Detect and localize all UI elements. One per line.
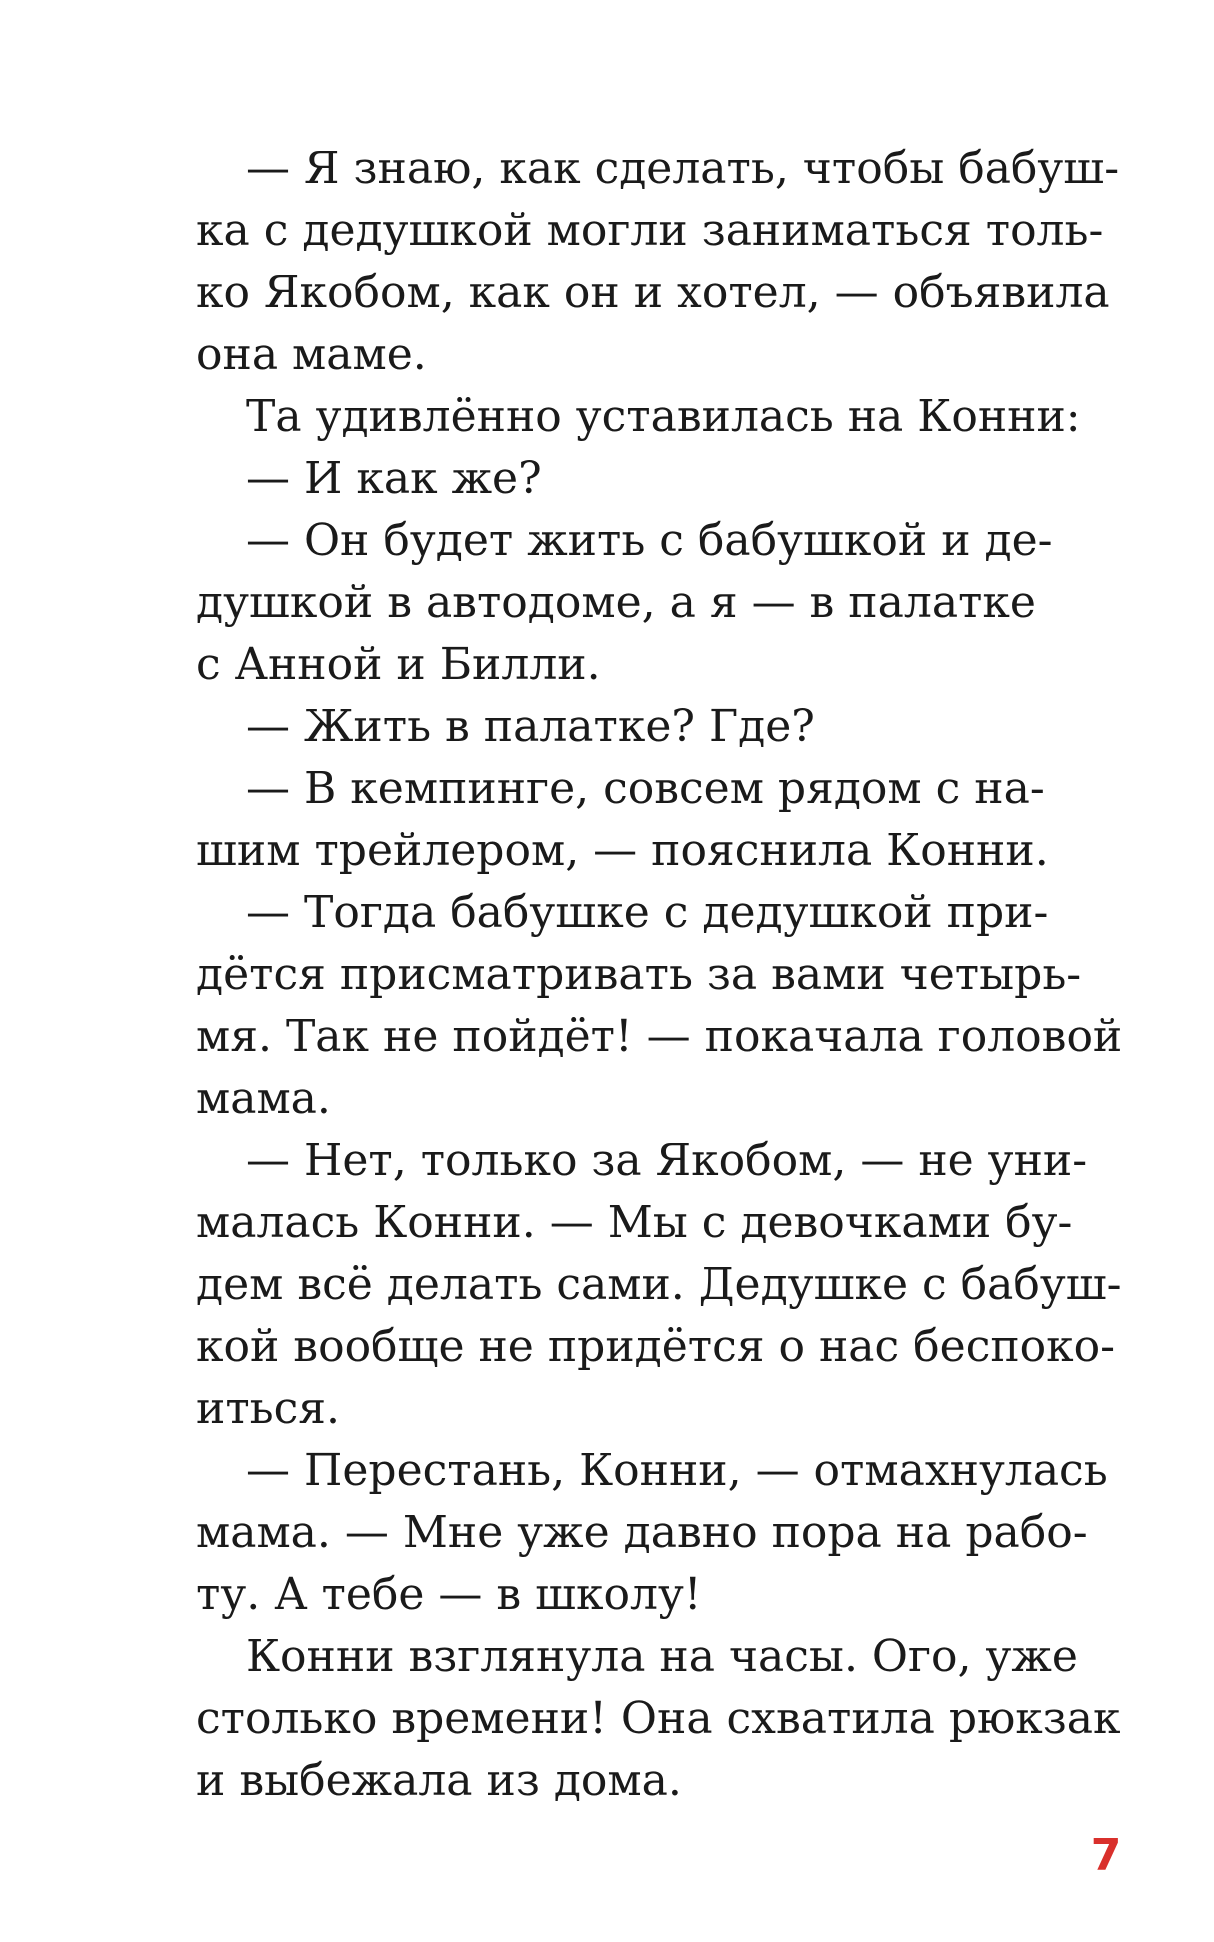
text-line: она маме. — [196, 329, 427, 380]
text-line: и выбежала из дома. — [196, 1755, 682, 1806]
text-line: дётся присматривать за вами четырь- — [196, 949, 1082, 1000]
text-line: — Тогда бабушке с дедушкой при- — [246, 887, 1049, 938]
text-line: столько времени! Она схватила рюкзак — [196, 1693, 1121, 1744]
text-line: мя. Так не пойдёт! — покачала головой — [196, 1011, 1123, 1062]
page-number: 7 — [1090, 1830, 1122, 1881]
text-line: — Нет, только за Якобом, — не уни- — [246, 1135, 1088, 1186]
text-line: с Анной и Билли. — [196, 639, 601, 690]
text-line: — В кемпинге, совсем рядом с на- — [246, 763, 1045, 814]
text-line: Та удивлённо уставилась на Конни: — [246, 391, 1081, 442]
text-line: — Жить в палатке? Где? — [246, 701, 815, 752]
text-line: мама. — Мне уже давно пора на рабо- — [196, 1507, 1088, 1558]
text-line: дем всё делать сами. Дедушке с бабуш- — [196, 1259, 1122, 1310]
text-line: шим трейлером, — пояснила Конни. — [196, 825, 1049, 876]
text-line: малась Конни. — Мы с девочками бу- — [196, 1197, 1073, 1248]
text-line: иться. — [196, 1383, 341, 1434]
text-line: — И как же? — [246, 453, 542, 504]
text-line: ко Якобом, как он и хотел, — объявила — [196, 267, 1110, 318]
text-line: — Перестань, Конни, — отмахнулась — [246, 1445, 1108, 1496]
text-line: мама. — [196, 1073, 331, 1124]
text-line: ка с дедушкой могли заниматься толь- — [196, 205, 1104, 256]
text-line: — Я знаю, как сделать, чтобы бабуш- — [246, 143, 1120, 194]
body-text — [196, 138, 1123, 1812]
text-line: ту. А тебе — в школу! — [196, 1569, 702, 1620]
text-line: кой вообще не придётся о нас беспоко- — [196, 1321, 1116, 1372]
text-line: Конни взглянула на часы. Ого, уже — [246, 1631, 1078, 1682]
text-line: душкой в автодоме, а я — в палатке — [196, 577, 1036, 628]
text-line: — Он будет жить с бабушкой и де- — [246, 515, 1053, 566]
